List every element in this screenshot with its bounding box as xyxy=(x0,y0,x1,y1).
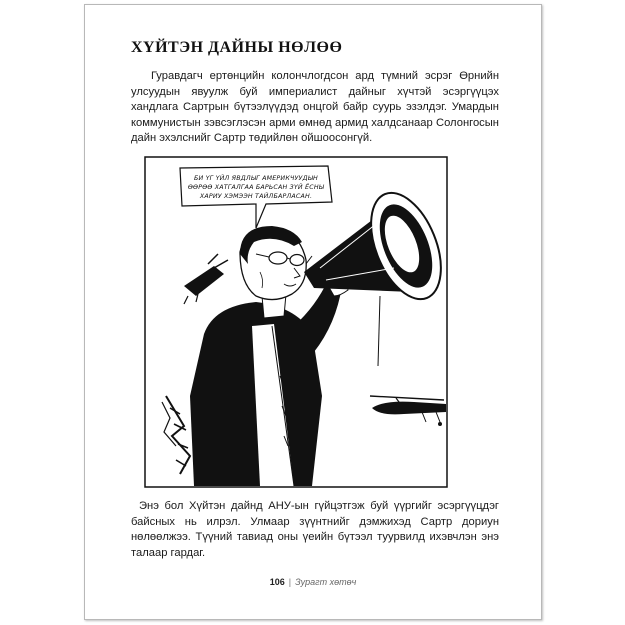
speech-bubble-line-1: БИ ҮГ ҮЙЛ ЯВДЛЫГ АМЕРИКЧУУДЫН xyxy=(194,175,318,182)
intro-paragraph: Гуравдагч ертөнцийн колончлогдсон ард түмний эсрэг Өрнийн улсуудын явуулж буй империалист дайныг хүчтэй эсэргүүцэх хандлага Сартрын бүтээлүүдэд онцгой байр суурь эзэлдэг. Умардын коммунистын зэвсэглэсэн арми өмнөд армид халдсанаар Солонгосын дайн эхэлснийг Сартр төдийлөн ойшоосонгүй. xyxy=(131,70,499,145)
footer-separator: | xyxy=(288,577,292,587)
speech-bubble-line-3: ХАРИУ ХЭМЭЭН ТАЙЛБАРЛАСАН. xyxy=(199,193,313,200)
page-heading: ХҮЙТЭН ДАЙНЫ НӨЛӨӨ xyxy=(131,39,343,56)
book-page xyxy=(84,4,542,620)
page-number: 106 xyxy=(269,577,285,587)
book-title: Зурагт хөтөч xyxy=(295,577,357,587)
comic-illustration xyxy=(144,156,448,488)
speech-bubble-line-2: ӨӨРӨӨ ХАТГАЛГАА БАРЬСАН ЗҮЙ ЁСНЫ xyxy=(187,184,325,191)
conclusion-paragraph: Энэ бол Хүйтэн дайнд АНУ-ын гүйцэтгэж буй үүргийг эсэргүүцдэг байсных нь илрэл. Улмаар зүүнтнийг дэмжихэд Сартр дориун нөлөөлжээ. Түүний тавиад оны үеийн бүтээл туурвилд ихэвчлэн энэ талаар гардаг. xyxy=(131,500,499,559)
page-footer xyxy=(85,577,541,587)
